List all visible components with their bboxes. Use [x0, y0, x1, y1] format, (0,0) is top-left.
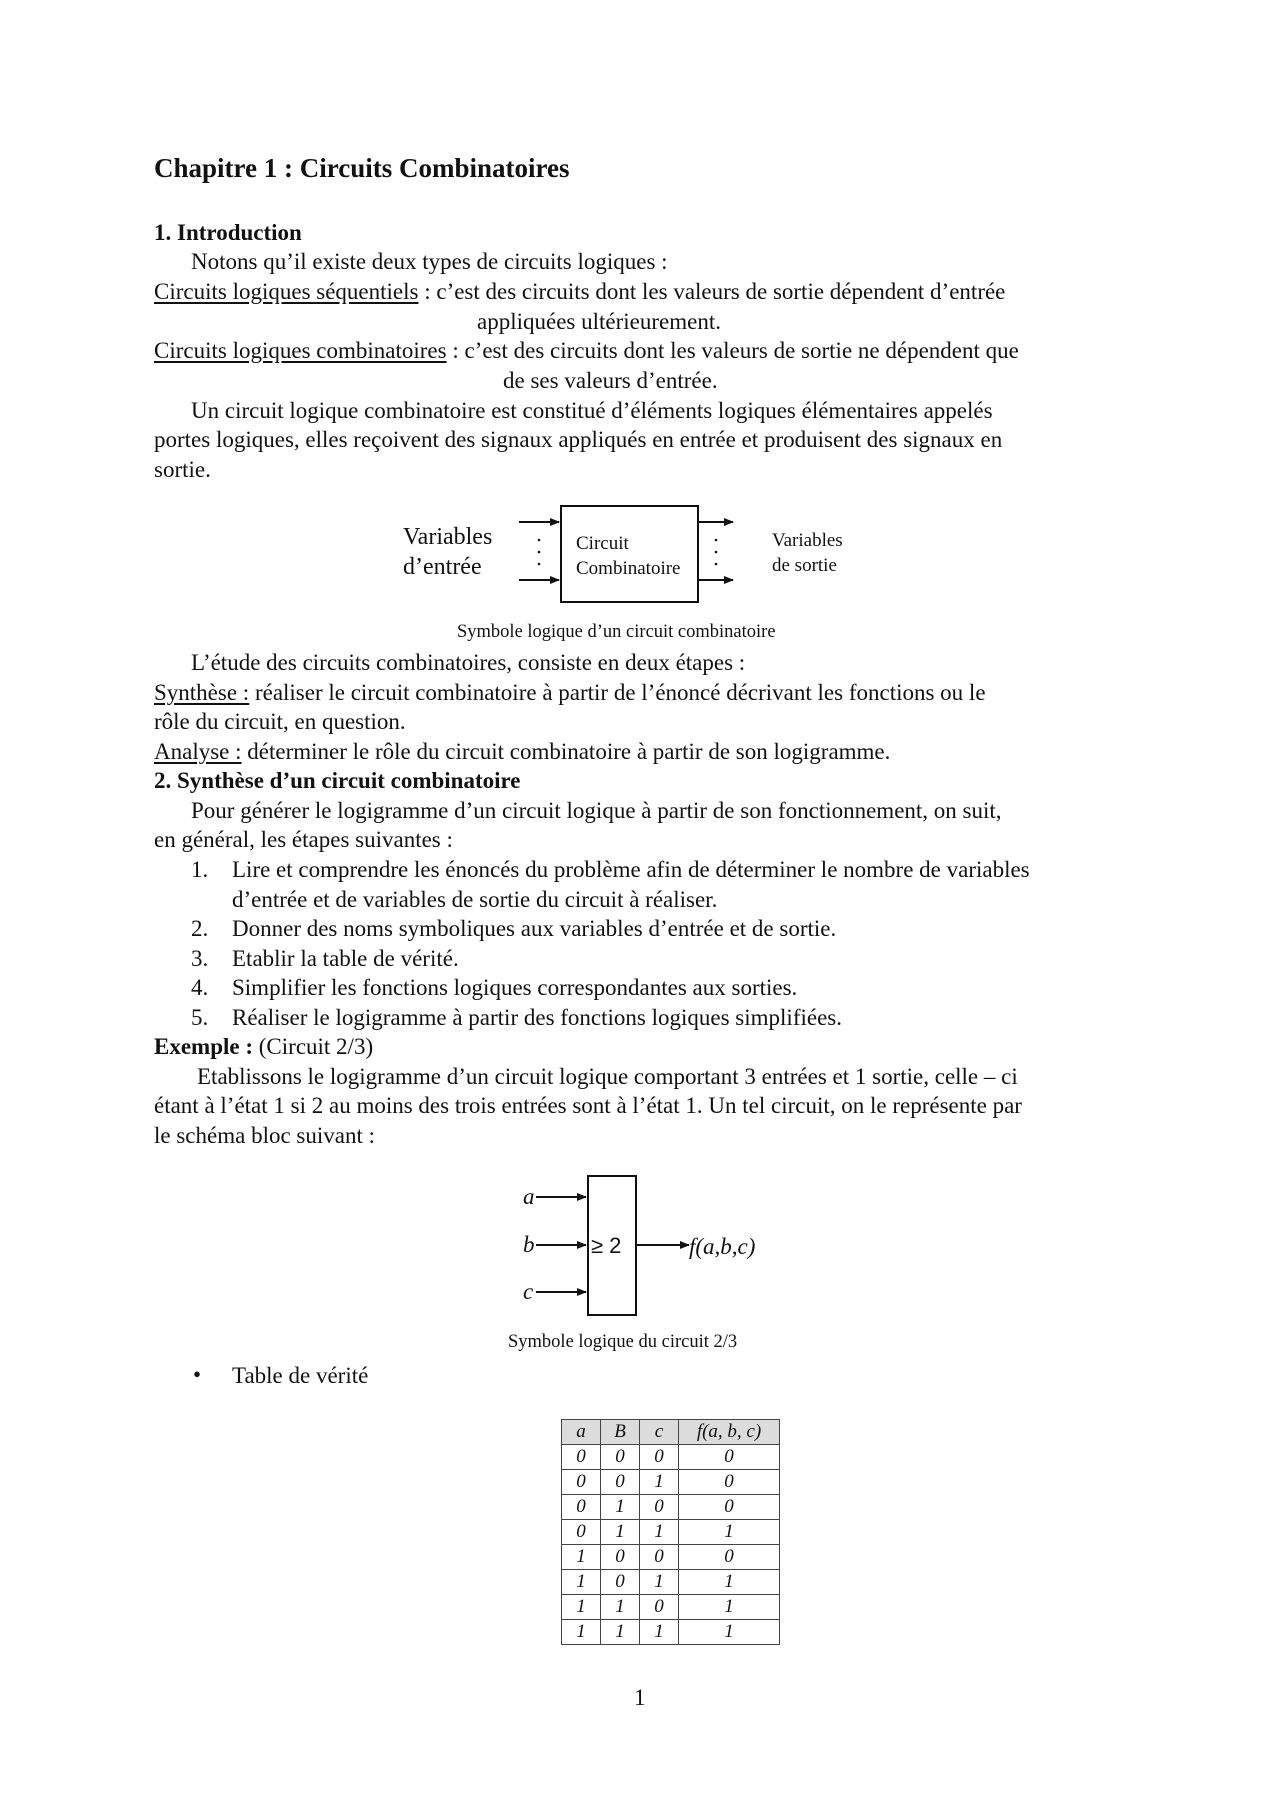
example-subtitle: (Circuit 2/3)	[253, 1034, 374, 1059]
step-text: Lire et comprendre les énoncés du problème afin de déterminer le nombre de variables	[232, 857, 1030, 882]
output-label: f(a,b,c)	[689, 1234, 756, 1259]
step-number: 5.	[191, 1005, 209, 1030]
paragraph-line: Un circuit logique combinatoire est constitué d’éléments logiques élémentaires appelés	[191, 398, 993, 423]
step-text: Réaliser le logigramme à partir des fonctions logiques simplifiées.	[232, 1005, 842, 1030]
step-text: Simplifier les fonctions logiques correspondantes aux sorties.	[232, 975, 798, 1000]
column-header: B	[601, 1420, 640, 1445]
bullet-icon: •	[193, 1362, 202, 1387]
intro-text: Notons qu’il existe deux types de circuits logiques :	[191, 249, 668, 274]
section2-intro-continuation: en général, les étapes suivantes :	[154, 827, 453, 852]
input-variables-label: Variables d’entrée	[403, 524, 493, 580]
truth-table	[561, 1419, 780, 1645]
synthesis-definition: Synthèse : réaliser le circuit combinatoire à partir de l’énoncé décrivant les fonctions ou le	[154, 680, 986, 705]
page-number: 1	[634, 1685, 646, 1710]
sequential-term: Circuits logiques séquentiels	[154, 279, 419, 304]
example-text: Etablissons le logigramme d’un circuit logique comportant 3 entrées et 1 sortie, celle – ci	[197, 1064, 1018, 1089]
step-number: 2.	[191, 916, 209, 941]
step-number: 4.	[191, 975, 209, 1000]
table-header-row	[562, 1420, 780, 1445]
input-label-c: c	[523, 1279, 534, 1304]
paragraph-line: sortie.	[154, 457, 211, 482]
example-label: Exemple :	[154, 1034, 254, 1059]
example-text: étant à l’état 1 si 2 au moins des trois entrées sont à l’état 1. Un tel circuit, on le représente par	[154, 1093, 1022, 1118]
table-row: 1 1 0 1	[562, 1595, 780, 1620]
step-text: Etablir la table de vérité.	[232, 946, 459, 971]
section2-intro: Pour générer le logigramme d’un circuit logique à partir de son fonctionnement, on suit,	[191, 798, 1002, 823]
table-row: 1 0 1 1	[562, 1570, 780, 1595]
column-header: f(a, b, c)	[679, 1420, 780, 1445]
analysis-definition: Analyse : déterminer le rôle du circuit combinatoire à partir de son logigramme.	[154, 739, 891, 764]
figure2-caption: Symbole logique du circuit 2/3	[508, 1332, 738, 1352]
input-label-a: a	[523, 1184, 535, 1209]
example-text: le schéma bloc suivant :	[154, 1123, 375, 1148]
combinational-term: Circuits logiques combinatoires	[154, 338, 447, 363]
table-row: 1 0 0 0	[562, 1545, 780, 1570]
input-label-b: b	[523, 1232, 535, 1257]
section-heading-introduction: 1. Introduction	[154, 220, 302, 245]
column-header: a	[562, 1420, 601, 1445]
section-heading-synthesis: 2. Synthèse d’un circuit combinatoire	[154, 768, 521, 793]
step-number: 3.	[191, 946, 209, 971]
figure1-caption: Symbole logique d’un circuit combinatoire	[457, 622, 776, 642]
bullet-text: Table de vérité	[232, 1363, 369, 1388]
sequential-def-text: : c’est des circuits dont les valeurs de sortie dépendent d’entrée	[418, 279, 1006, 304]
table-row: 0 1 1 1	[562, 1520, 780, 1545]
paragraph-line: portes logiques, elles reçoivent des signaux appliqués en entrée et produisent des signaux en	[154, 427, 1003, 452]
synthesis-term: Synthèse :	[154, 680, 250, 705]
synthesis-def-continuation: rôle du circuit, en question.	[154, 709, 406, 734]
combinational-def-continuation: de ses valeurs d’entrée.	[503, 368, 718, 393]
circuit-block-label: Circuit Combinatoire	[576, 533, 681, 579]
step-number: 1.	[191, 857, 209, 882]
sequential-def-continuation: appliquées ultérieurement.	[477, 309, 721, 334]
table-row: 1 1 1 1	[562, 1620, 780, 1645]
combinational-def-text: : c’est des circuits dont les valeurs de sortie ne dépendent que	[446, 338, 1019, 363]
step-text: Donner des noms symboliques aux variables d’entrée et de sortie.	[232, 916, 837, 941]
analysis-term: Analyse :	[154, 739, 242, 764]
table-row: 0 1 0 0	[562, 1495, 780, 1520]
column-header: c	[640, 1420, 679, 1445]
gate-label: ≥ 2	[591, 1233, 622, 1258]
table-row: 0 0 0 0	[562, 1445, 780, 1470]
output-variables-label: Variables de sortie	[772, 530, 843, 576]
study-intro: L’étude des circuits combinatoires, consiste en deux étapes :	[191, 650, 746, 675]
page-title: Chapitre 1 : Circuits Combinatoires	[154, 153, 570, 183]
table-row: 0 0 1 0	[562, 1470, 780, 1495]
step-text-continuation: d’entrée et de variables de sortie du circuit à réaliser.	[232, 887, 718, 912]
